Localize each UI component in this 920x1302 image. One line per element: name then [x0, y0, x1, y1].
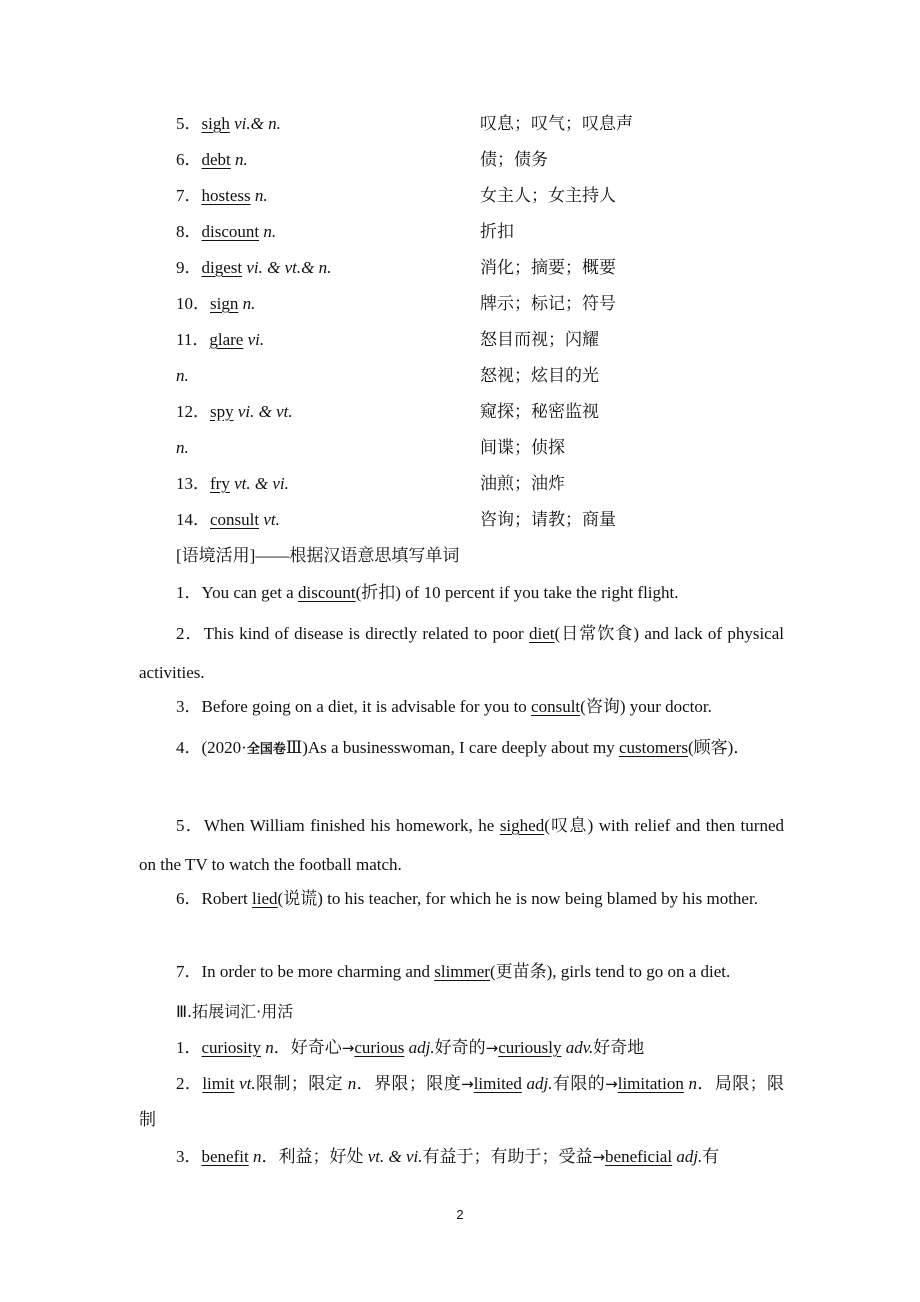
- vocab-number: 8．: [176, 222, 202, 241]
- vocab-meaning: 怒视；炫目的光: [480, 366, 599, 385]
- vocab-meaning: 咨询；请教；商量: [480, 510, 616, 529]
- vocab-row: [176, 291, 786, 317]
- vocab-number: 10．: [176, 294, 210, 313]
- section-title: [语境活用]——根据汉语意思填写单词: [176, 546, 460, 565]
- vocab-row: [176, 183, 786, 209]
- exercise-item: 4．(2020·全国卷Ⅲ)As a businesswoman, I care deeply about my customers(顾客)．: [176, 738, 751, 757]
- vocab-row: [176, 111, 786, 137]
- part-of-speech: vt.: [234, 1074, 256, 1093]
- vocab-number: 6．: [176, 150, 202, 169]
- vocab-meaning: 间谍；侦探: [480, 438, 565, 457]
- part-of-speech: n: [347, 1074, 357, 1093]
- text-fragment: ．局限；限制: [139, 1074, 785, 1129]
- answer-word: discount: [297, 583, 356, 602]
- vocab-number: 13．: [176, 474, 210, 493]
- exercise-item: 7．In order to be more charming and slimmer(更苗条), girls tend to go on a diet.: [176, 962, 731, 981]
- text-fragment: 2．: [176, 1074, 203, 1093]
- text-fragment: ．好奇心: [273, 1038, 342, 1057]
- derived-word: curiously: [498, 1038, 562, 1057]
- text-fragment: 有: [702, 1147, 720, 1166]
- vocab-pos: n.: [235, 150, 248, 169]
- derived-word: limitation: [617, 1074, 684, 1093]
- vocab-row: [176, 507, 786, 533]
- vocab-meaning: 窥探；秘密监视: [480, 402, 599, 421]
- part-of-speech: n: [261, 1038, 274, 1057]
- part-of-speech: n: [683, 1074, 697, 1093]
- exercise-item: 1．You can get a discount(折扣) of 10 percent if you take the right flight.: [176, 583, 679, 602]
- vocab-meaning: 女主人；女主持人: [480, 186, 616, 205]
- vocab-row: [176, 147, 786, 173]
- derived-word: curious: [354, 1038, 405, 1057]
- vocab-pos: vt.: [263, 510, 280, 529]
- vocab-pos: vi. & vt.& n.: [246, 258, 332, 277]
- vocab-word: discount: [201, 222, 260, 241]
- derived-word: benefit: [201, 1147, 249, 1166]
- answer-word: diet: [528, 624, 555, 643]
- vocab-row: [176, 471, 786, 497]
- vocab-word: consult: [210, 510, 260, 529]
- vocab-row: [176, 435, 786, 461]
- part-of-speech: n: [248, 1147, 262, 1166]
- vocab-number: 11．: [176, 330, 210, 349]
- text-fragment: 有益于；有助于；受益: [422, 1147, 593, 1166]
- derived-word: beneficial: [605, 1147, 673, 1166]
- answer-word: slimmer: [434, 962, 490, 981]
- vocab-pos: vi.& n.: [234, 114, 281, 133]
- vocab-row: [176, 327, 786, 353]
- vocab-word: fry: [210, 474, 230, 493]
- vocab-word: digest: [201, 258, 243, 277]
- vocab-pos: n.: [242, 294, 256, 313]
- answer-word: lied: [252, 889, 278, 908]
- text-fragment: ．界限；限度: [356, 1074, 462, 1093]
- vocab-number: 5．: [176, 114, 202, 133]
- text-fragment: 3．: [176, 1147, 202, 1166]
- vocab-pos: vi.: [247, 330, 265, 349]
- derived-word: curiosity: [201, 1038, 261, 1057]
- vocab-meaning: 债；债务: [480, 150, 548, 169]
- part-of-speech: adj.: [672, 1147, 703, 1166]
- vocab-word: sigh: [201, 114, 230, 133]
- vocab-word: debt: [201, 150, 231, 169]
- answer-word: customers: [619, 738, 688, 757]
- vocab-row: [176, 399, 786, 425]
- answer-word: sighed: [499, 816, 545, 835]
- arrow-icon: →: [592, 1148, 606, 1166]
- section-title: Ⅲ.拓展词汇·用活: [176, 1002, 294, 1021]
- text-fragment: 限制；限定: [255, 1074, 348, 1093]
- vocab-meaning: 叹息；叹气；叹息声: [480, 114, 633, 133]
- part-of-speech: adj.: [404, 1038, 435, 1057]
- vocab-number: 7．: [176, 186, 202, 205]
- text-fragment: ．利益；好处: [261, 1147, 368, 1166]
- arrow-icon: →: [341, 1039, 355, 1057]
- vocab-meaning: 牌示；标记；符号: [480, 294, 616, 313]
- arrow-icon: →: [461, 1075, 474, 1093]
- exercise-item: 6．Robert lied(说谎) to his teacher, for which he is now being blamed by his mother.: [176, 889, 758, 908]
- vocab-word: sign: [210, 294, 239, 313]
- part-of-speech: vt. & vi.: [367, 1147, 423, 1166]
- vocab-pos: n.: [176, 438, 189, 457]
- vocab-number: 14．: [176, 510, 210, 529]
- vocab-meaning: 怒目而视；闪耀: [480, 330, 599, 349]
- expand-item: [139, 1029, 784, 1067]
- vocab-pos: n.: [176, 366, 189, 385]
- exercise-item: 3．Before going on a diet, it is advisable for you to consult(咨询) your doctor.: [176, 697, 712, 716]
- vocab-pos: vi. & vt.: [237, 402, 293, 421]
- text-fragment: 有限的: [552, 1074, 606, 1093]
- expand-item: [139, 1066, 784, 1137]
- vocab-meaning: 油煎；油炸: [480, 474, 565, 493]
- vocab-number: 9．: [176, 258, 202, 277]
- exercise-item: 5．When William finished his homework, he sighed(叹息) with relief and then turned on the TV to watch the football match.: [139, 816, 784, 874]
- text-fragment: 1．: [176, 1038, 202, 1057]
- vocab-word: hostess: [201, 186, 251, 205]
- vocab-row: [176, 363, 786, 389]
- page-number: 2: [456, 1207, 464, 1222]
- text-fragment: 好奇地: [593, 1038, 645, 1057]
- part-of-speech: adj.: [521, 1074, 553, 1093]
- answer-word: consult: [531, 697, 581, 716]
- vocab-word: glare: [209, 330, 244, 349]
- derived-word: limited: [473, 1074, 522, 1093]
- exercise-item: 2．This kind of disease is directly related to poor diet(日常饮食) and lack of physical activities.: [139, 624, 785, 682]
- vocab-pos: n.: [263, 222, 277, 241]
- part-of-speech: adv.: [561, 1038, 594, 1057]
- vocab-meaning: 消化；摘要；概要: [480, 258, 616, 277]
- vocab-pos: n.: [254, 186, 268, 205]
- derived-word: limit: [202, 1074, 235, 1093]
- vocab-row: [176, 219, 786, 245]
- expand-item: [139, 1138, 784, 1176]
- vocab-pos: vt. & vi.: [234, 474, 289, 493]
- source-label: 全国卷: [246, 742, 286, 757]
- arrow-icon: →: [485, 1039, 499, 1057]
- text-fragment: 好奇的: [434, 1038, 486, 1057]
- vocab-meaning: 折扣: [480, 222, 514, 241]
- vocab-row: [176, 255, 786, 281]
- vocab-number: 12．: [176, 402, 210, 421]
- arrow-icon: →: [605, 1075, 618, 1093]
- vocab-word: spy: [210, 402, 234, 421]
